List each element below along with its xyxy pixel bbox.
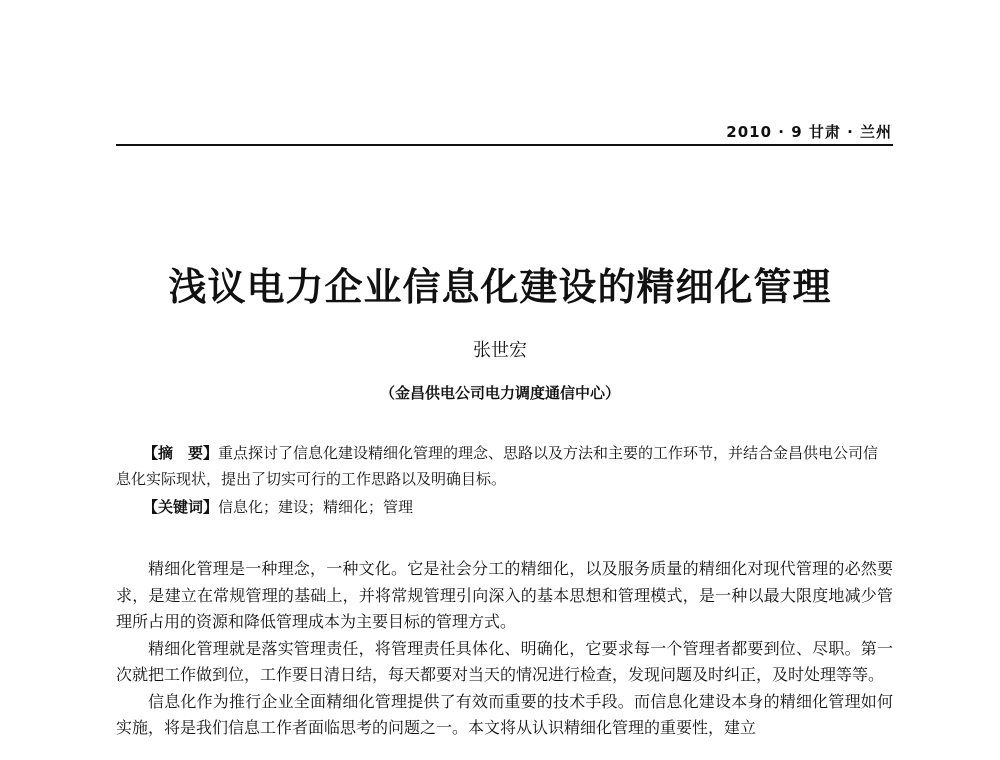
body-paragraph: 精细化管理就是落实管理责任，将管理责任具体化、明确化，它要求每一个管理者都要到位、尽职。第一次就把工作做到位，工作要日清日结，每天都要对当天的情况进行检查，发现问题及时纠正，及时处理等等。	[116, 638, 893, 684]
header-rule	[116, 144, 893, 146]
keywords-text: 信息化；建设；精细化；管理	[218, 498, 414, 516]
keywords	[116, 494, 893, 520]
running-head: 2010 · 9 甘肃 · 兰州	[726, 123, 892, 141]
body-paragraph: 精细化管理是一种理念，一种文化。它是社会分工的精细化，以及服务质量的精细化对现代管理的必然要求，是建立在常规管理的基础上，并将常规管理引向深入的基本思想和管理模式，是一种以最大限度地减少管理所占用的资源和降低管理成本为主要目标的管理方式。	[116, 559, 893, 631]
body-paragraph: 信息化作为推行企业全面精细化管理提供了有效而重要的技术手段。而信息化建设本身的精细化管理如何实施，将是我们信息工作者面临思考的问题之一。本文将从认识精细化管理的重要性，建立	[116, 691, 893, 737]
abstract	[116, 440, 893, 492]
author-affiliation: （金昌供电公司电力调度通信中心）	[379, 384, 620, 402]
abstract-text: 重点探讨了信息化建设精细化管理的理念、思路以及方法和主要的工作环节，并结合金昌供电公司信息化实际现状，提出了切实可行的工作思路以及明确目标。	[116, 444, 879, 488]
article-title: 浅议电力企业信息化建设的精细化管理	[168, 264, 832, 309]
body-text	[116, 556, 893, 742]
abstract-label: 【摘 要】	[143, 444, 219, 462]
keywords-label: 【关键词】	[143, 498, 219, 516]
author-name: 张世宏	[473, 340, 527, 361]
